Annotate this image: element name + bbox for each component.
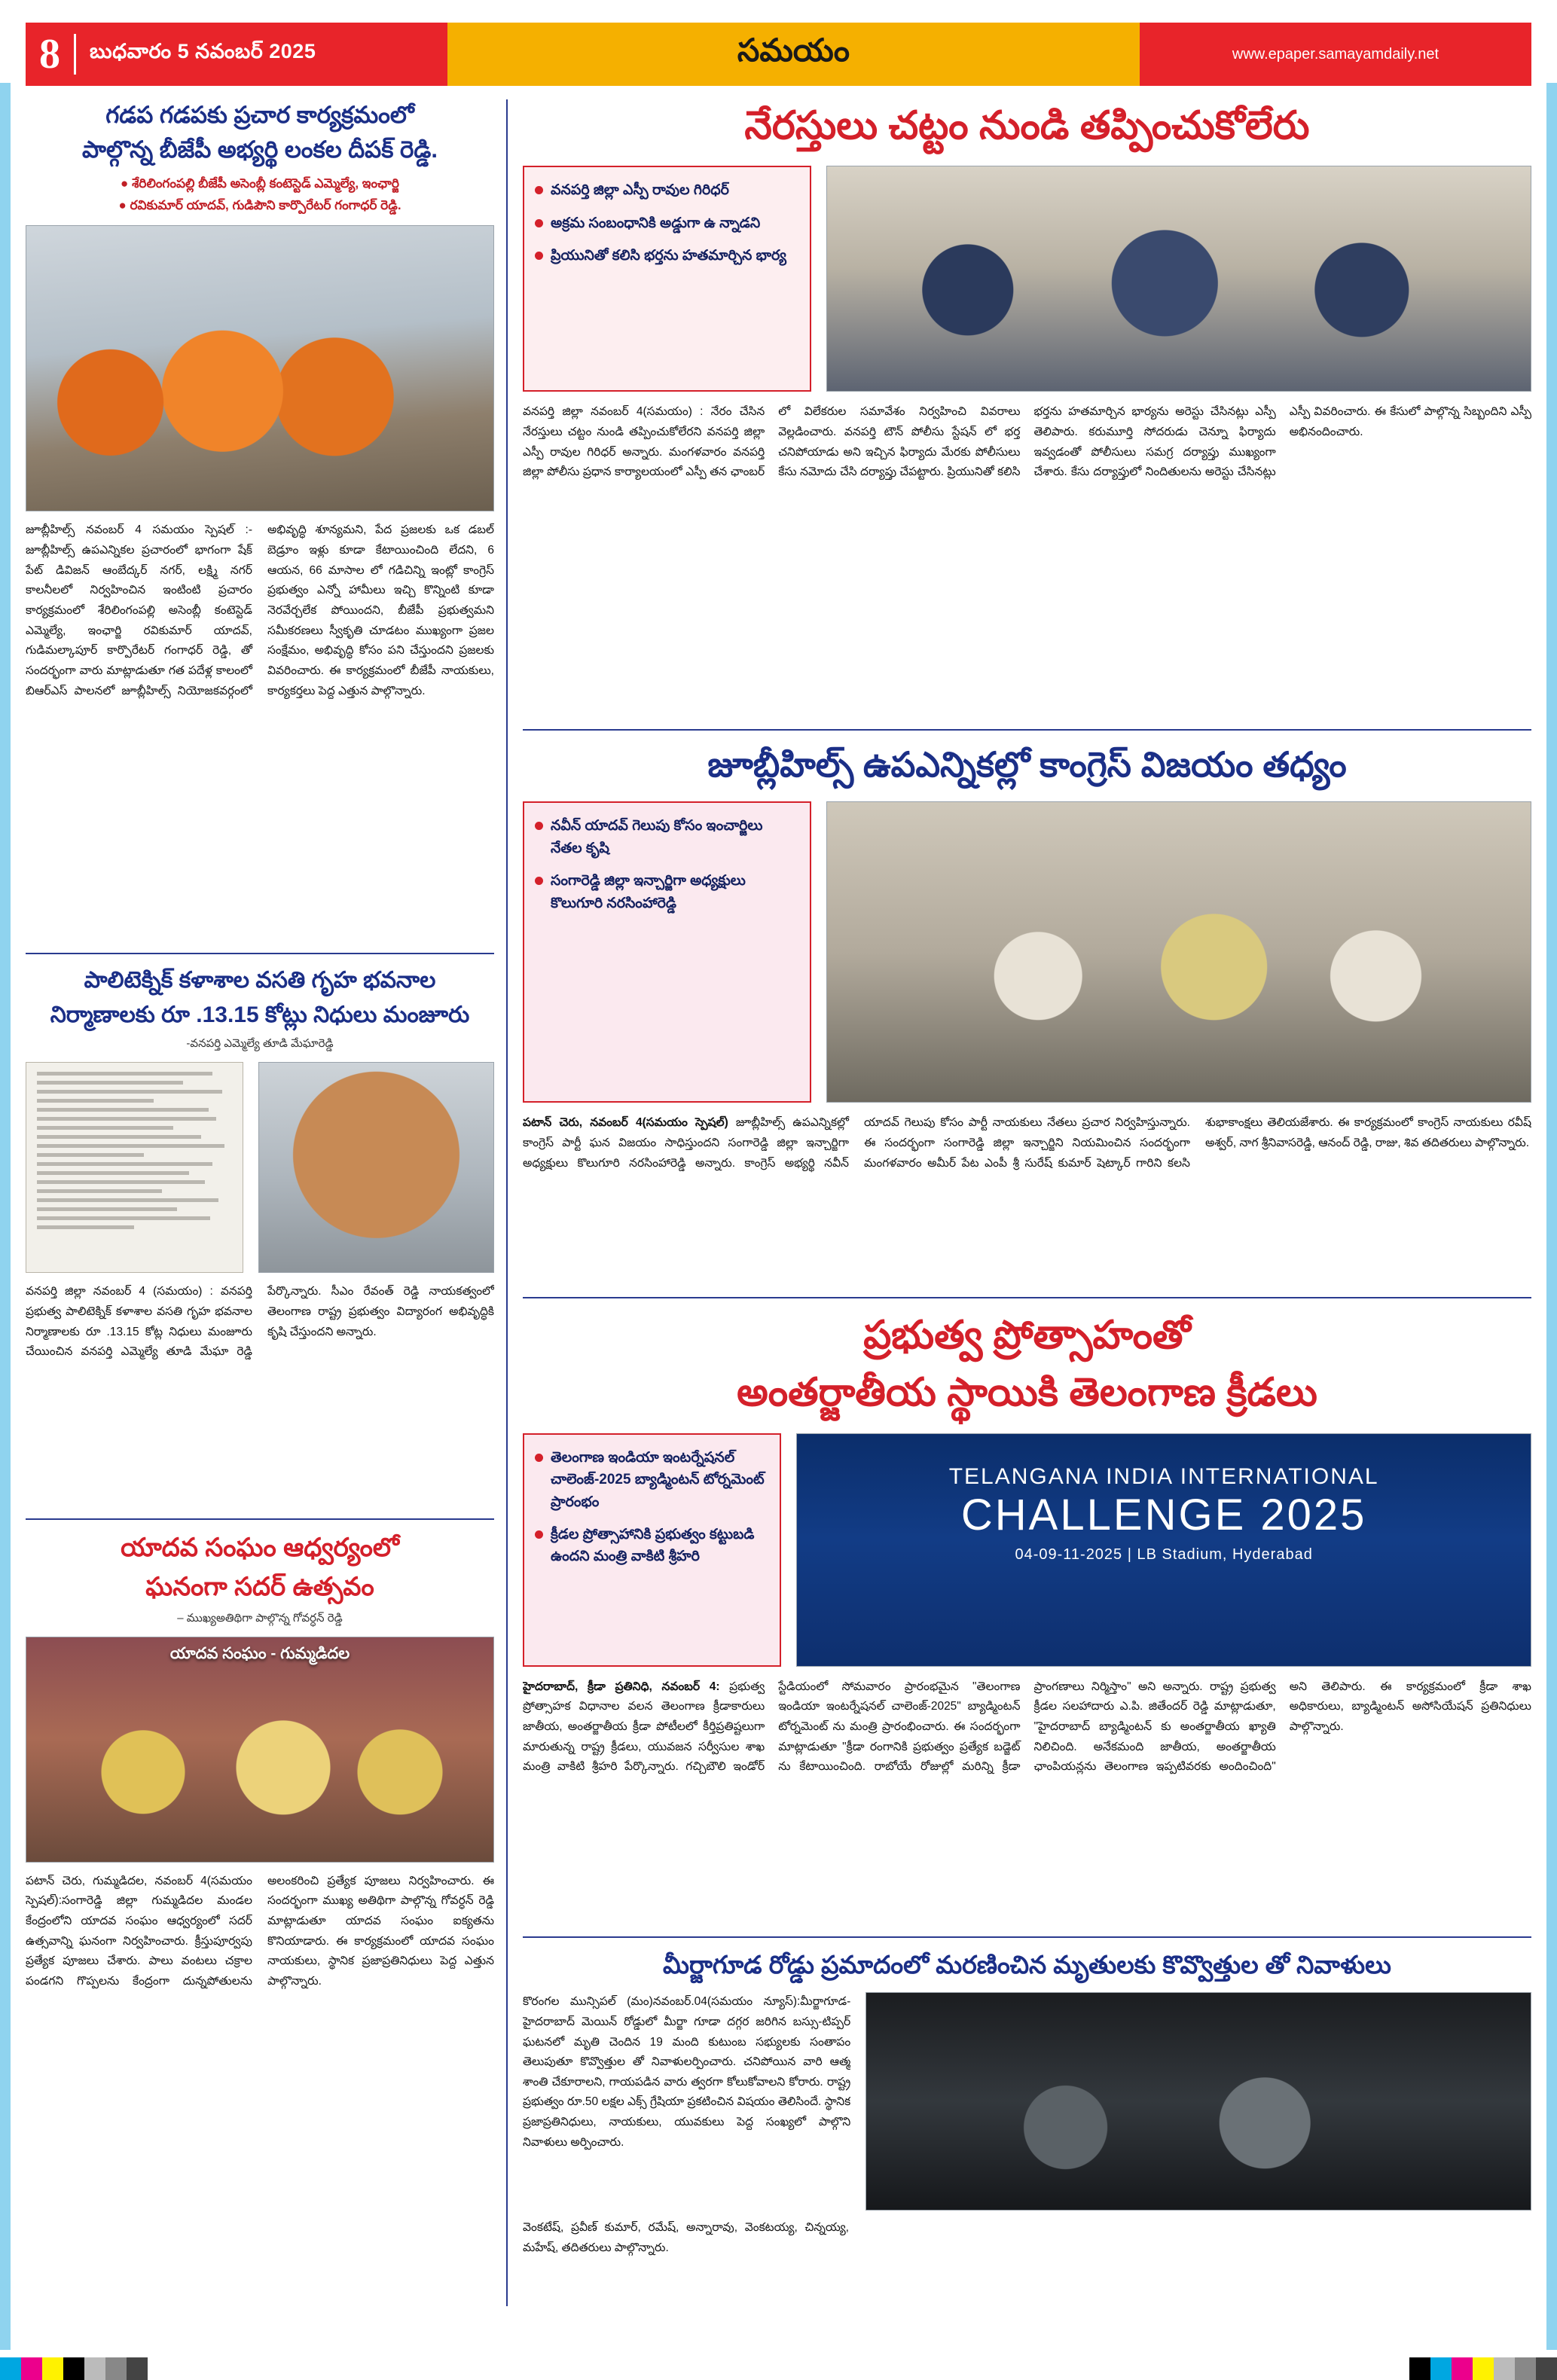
left-column: [26, 99, 508, 2306]
reg-swatch-gray2-2: [1515, 2357, 1536, 2380]
jubilee-bullet-box: [523, 801, 811, 1103]
polytechnic-headline-line2: నిర్మాణాలకు రూ .13.15 కోట్లు నిధులు మంజూరు: [50, 1002, 470, 1028]
bullet-item: [535, 245, 798, 267]
bullet-text: నవీన్ యాదవ్ గెలుపు కోసం ఇంచార్జిలు నేతల కృషి: [551, 818, 763, 856]
bjp-article-body: జూబ్లీహిల్స్ నవంబర్ 4 సమయం స్పెషల్ :- జూబ్లీహిల్స్ ఉపఎన్నికల ప్రచారంలో భాగంగా షేక్ పేట్ డివిజన్ ఆంబేద్కర్ నగర్, లక్ష్మి నగర్ కాలనీలలో నిర్వహించిన ఇంటింటి ప్రచారం కార్యక్రమంలో శేరిలింగంపల్లి అసెంబ్లీ కంటెస్టెడ్ ఎమ్మెల్యే, ఇంఛార్జి రవికుమార్ యాదవ్, గుడిమల్కాపూర్ కార్పొరేటర్ గంగాధర్ రెడ్డి, తో సందర్భంగా వారు మాట్లాడుతూ గత పదేళ్ల కాలంలో బిఆర్ఎస్ పాలనలో జూబ్లీహిల్స్ నియోజకవర్గంలో అభివృద్ధి శూన్యమని, పేద ప్రజలకు ఒక డబల్ బెడ్రూం ఇళ్లు కూడా కేటాయించింది లేదని, 6 ఆయన, 66 మాసాల లో గడిచిన్ని ఇంట్లో కాంగ్రెస్ ప్రభుత్వం ఎన్నో హామీలు ఇచ్చి కొన్నింటి కూడా నెరవేర్చలేక పోయిందని, బీజేపీ ప్రభుత్వమని సమీకరణలు స్వీకృతి చూడటం ముఖ్యంగా ప్రజల సంక్షేమం, అభివృద్ధి కోసం పని చేస్తుందని ప్రజలకు వివరించారు. ఈ కార్యక్రమంలో బీజేపీ నాయకులు, కార్యకర్తలు పెద్ద ఎత్తున పాల్గొన్నారు.: [26, 523, 494, 697]
yadava-banner-text: యాదవ సంఘం - గుమ్మడిదల: [169, 1644, 350, 1662]
masthead-website[interactable]: www.epaper.samayamdaily.net: [1140, 23, 1531, 86]
polytechnic-article-body: వనపర్తి జిల్లా నవంబర్ 4 (సమయం) : వనపర్తి ప్రభుత్వ పాలిటెక్నిక్ కళాశాల వసతి గృహ భవనాల నిర్మాణాలకు రూ .13.15 కోట్ల నిధులు మంజూరు చేయించిన వనపర్తి ఎమ్మెల్యే తూడి మేఘా రెడ్డి పేర్కొన్నారు. సీఎం రేవంత్ రెడ్డి నాయకత్వంలో తెలంగాణ రాష్ట్ర ప్రభుత్వం విద్యారంగ అభివృద్ధికి కృషి చేస్తుందని అన్నారు.: [26, 1285, 494, 1359]
bjp-byline-1: శేరిలింగంపల్లి బీజేపీ అసెంబ్లీ కంటెస్టెడ్ ఎమ్మెల్యే, ఇంఛార్జి: [132, 175, 399, 191]
congress-felicitation-photo: [826, 801, 1531, 1103]
yadava-byline: – ముఖ్యఅతిథిగా పాల్గొన్న గోవర్ధన్ రెడ్డి: [177, 1611, 343, 1625]
reg-swatch-cyan: [0, 2357, 21, 2380]
candle-light-vigil-photo: [866, 1992, 1531, 2211]
bullet-item: [535, 870, 798, 914]
bullet-item: [535, 179, 798, 201]
badminton-banner-line3: 04-09-11-2025 | LB Stadium, Hyderabad: [1015, 1545, 1313, 1563]
publication-title: సమయం: [737, 32, 850, 68]
bullet-dot-icon: [535, 1454, 543, 1462]
masthead: [26, 23, 1531, 86]
yadava-headline-line2: ఘనంగా సదర్ ఉత్సవం: [145, 1573, 374, 1602]
accident-footer-names: వెంకటేష్, ప్రవీణ్ కుమార్, రమేష్, అన్నారావు, వెంకటయ్య, చిన్నయ్య, మహేష్, తదితరులు పాల్గొన్నారు.: [523, 2221, 849, 2254]
bjp-byline-2: రవికుమార్ యాదవ్, గుడిపౌని కార్పొరేటర్ గంగాధర్ రెడ్డి.: [130, 197, 401, 212]
bjp-rally-photo: [26, 225, 494, 511]
reg-group-left: [0, 2357, 148, 2380]
bullet-text: వనపర్తి జిల్లా ఎస్పీ రావుల గిరిధర్: [551, 182, 729, 199]
reg-swatch-gray2: [105, 2357, 127, 2380]
sports-bullet-box: [523, 1433, 781, 1667]
bjp-headline-line1: గడప గడపకు ప్రచార కార్యక్రమంలో: [105, 102, 414, 128]
accident-article-body: కొరంగల మున్సిపల్ (మం)నవంబర్.04(సమయం న్యూస్):మీర్జాగూడ-హైదరాబాద్ మెయిన్ రోడ్డులో మీర్జా గూడా దగ్గర జరిగిన బస్సు-టిప్పర్ ఘటనలో మృతి చెందిన 19 మంది కుటుంబ సభ్యులకు సంతాపం తెలుపుతూ కొవ్వొత్తుల తో నివాళులర్పించారు. చనిపోయిన వారి ఆత్మ శాంతి చేకూరాలని, గాయపడిన వారు త్వరగా కోలుకోవాలని కోరారు. రాష్ట్ర ప్రభుత్వం రూ.50 లక్షల ఎక్స్ గ్రేషియా ప్రకటించిన విషయం తెలిసిందే. స్థానిక ప్రజాప్రతినిధులు, నాయకులు, యువకులు పెద్ద సంఖ్యలో పాల్గొని నివాళులు అర్పించారు.: [523, 1995, 851, 2149]
bullet-text: అక్రమ సంబంధానికి అడ్డుగా ఉ న్నాడని: [551, 215, 761, 231]
bullet-text: తెలంగాణ ఇండియా ఇంటర్నేషనల్ చాలెంజ్-2025 బ్యాడ్మింటన్ టోర్నమెంట్ ప్రారంభం: [551, 1449, 765, 1510]
sports-headline-line2: అంతర్జాతీయ స్థాయికి తెలంగాణ క్రీడలు: [737, 1371, 1317, 1415]
government-order-document: [26, 1062, 243, 1273]
jubilee-article-body: [523, 1113, 1531, 1286]
criminals-article-body: వనపర్తి జిల్లా నవంబర్ 4(సమయం) : నేరం చేసిన నేరస్తులు చట్టం నుండి తప్పించుకోలేరని వనపర్తి జిల్లా ఎస్పీ రావుల గిరిధర్ అన్నారు. మంగళవారం వనపర్తి జిల్లా పోలీసు ప్రధాన కార్యాలయంలో ఎస్పీ తన ఛాంబర్ లో విలేకరుల సమావేశం నిర్వహించి వివరాలు వెల్లడించారు. వనపర్తి టౌన్ పోలీసు స్టేషన్ లో భర్త చనిపోయాడు అని ఇచ్చిన ఫిర్యాదు మేరకు పోలీసులు కేసు నమోదు చేసి దర్యాప్తు చేపట్టారు. ప్రియునితో కలిసి భర్తను హతమార్చిన భార్యను అరెస్టు చేసినట్లు ఎస్పీ తెలిపారు. కరుమూర్తి సోదరుడు చెన్నూ ఫిర్యాదు ఇవ్వడంతో పోలీసులు సమగ్ర దర్యాప్తు ముఖ్యంగా చేశారు. కేసు దర్యాప్తులో నిందితులను అరెస్టు చేసినట్లు ఎస్పీ వివరించారు. ఈ కేసులో పాల్గొన్న సిబ్బందిని ఎస్పీ అభినందించారు.: [523, 405, 1531, 479]
bullet-item: [535, 1524, 768, 1568]
criminals-headline: నేరస్తులు చట్టం నుండి తప్పించుకోలేరు: [744, 104, 1310, 148]
sports-body-text: ప్రభుత్వ ప్రోత్సాహక విధానాల వలన తెలంగాణ క్రీడాకారులు జాతీయ, అంతర్జాతీయ క్రీడా పోటీలలో కీర్తిప్రతిష్టలుగా మారుతున్న రాష్ట్ర క్రీడలు, యువజన సర్వీసుల శాఖ మంత్రి వాకిటి శ్రీహరి పేర్కొన్నారు. గచ్చిబౌలి ఇండోర్ స్టేడియంలో సోమవారం ప్రారంభమైన "తెలంగాణ ఇండియా ఇంటర్నేషనల్ చాలెంజ్-2025" బ్యాడ్మింటన్ టోర్నమెంట్ ను మంత్రి ప్రారంభించారు. ఈ సందర్భంగా మాట్లాడుతూ "క్రీడా రంగానికి ప్రభుత్వం ప్రత్యేక బడ్జెట్ ను కేటాయించింది. రాబోయే రోజుల్లో మరిన్ని క్రీడా ప్రాంగణాలు నిర్మిస్తాం" అని అన్నారు. రాష్ట్ర ప్రభుత్వ క్రీడల సలహాదారు ఎ.పి. జితేందర్ రెడ్డి మాట్లాడుతూ, "హైదరాబాద్ బ్యాడ్మింటన్ కు అంతర్జాతీయ ఖ్యాతి నిలిచింది. అనేకమంది జాతీయ, అంతర్జాతీయ ఛాంపియన్లను తెలంగాణ ఇప్పటివరకు అందించింది" అని తెలిపారు. ఈ కార్యక్రమంలో క్రీడా శాఖ అధికారులు, బ్యాడ్మింటన్ అసోసియేషన్ ప్రతినిధులు పాల్గొన్నారు.: [523, 1680, 1531, 1774]
jubilee-byline: పటాన్ చెరు, నవంబర్ 4(సమయం స్పెషల్): [523, 1116, 728, 1130]
bullet-dot-icon: [535, 1530, 543, 1539]
yadava-headline-line1: యాదవ సంఘం ఆధ్వర్యంలో: [121, 1533, 399, 1563]
reg-swatch-gray3: [127, 2357, 148, 2380]
bullet-dot-icon: [535, 822, 543, 830]
reg-group-right: [1409, 2357, 1557, 2380]
left-edge-frame: [0, 83, 11, 2350]
bullet-text: ప్రియునితో కలిసి భర్తను హతమార్చిన భార్య: [551, 248, 787, 264]
bullet-dot-icon: [535, 186, 543, 194]
accident-headline: మీర్జాగూడ రోడ్డు ప్రమాదంలో మరణించిన మృతులకు కొవ్వొత్తుల తో నివాళులు: [663, 1950, 1391, 1979]
bullet-dot-icon: [535, 877, 543, 885]
masthead-divider: [74, 34, 76, 75]
reg-swatch-gray1-2: [1494, 2357, 1515, 2380]
reg-swatch-gray3-2: [1536, 2357, 1557, 2380]
police-press-conference-photo: [826, 166, 1531, 392]
reg-swatch-magenta: [21, 2357, 42, 2380]
right-edge-frame: [1546, 83, 1557, 2350]
jubilee-headline: జూబ్లీహిల్స్ ఉపఎన్నికల్లో కాంగ్రెస్ విజయం తధ్యం: [707, 745, 1347, 785]
bullet-item: [535, 212, 798, 234]
jubilee-body-text: జూబ్లీహిల్స్ ఉపఎన్నికల్లో కాంగ్రెస్ పార్టీ ఘన విజయం సాధిస్తుందని సంగారెడ్డి జిల్లా ఇన్చార్జిగా అధ్యక్షులు కొలుగూరి నరసింహారెడ్డి అన్నారు. కాంగ్రెస్ అభ్యర్థి నవీన్ యాదవ్ గెలుపు కోసం పార్టీ నాయకులు నేతలు ప్రచార నిర్వహిస్తున్నారు. ఈ సందర్భంగా సంగారెడ్డి జిల్లా ఇన్చార్జిని నియమించిన సందర్భంగా మంగళవారం అమీర్ పేట ఎంపీ శ్రీ సురేష్ కుమార్ షెట్కార్ గారిని కలసి శుభాకాంక్షలు తెలియజేశారు. ఈ కార్యక్రమంలో కాంగ్రెస్ నాయకులు రవీష్ అశ్వర్, నాగ శ్రీనివాసరెడ్డి, ఆనంద్ రెడ్డి, రాజు, శివ తదితరులు పాల్గొన్నారు.: [523, 1116, 1531, 1170]
reg-swatch-black-2: [1409, 2357, 1430, 2380]
criminals-bullet-box: [523, 166, 811, 392]
sports-headline-line1: ప్రభుత్వ ప్రోత్సాహంతో: [863, 1314, 1191, 1358]
bullet-dot-icon: [535, 252, 543, 260]
right-column: [508, 99, 1531, 2306]
badminton-banner-line1: TELANGANA INDIA INTERNATIONAL: [948, 1463, 1379, 1489]
masthead-left: [26, 23, 447, 86]
reg-swatch-black: [63, 2357, 84, 2380]
bullet-item: [535, 815, 798, 859]
publication-date: బుధవారం 5 నవంబర్ 2025: [90, 40, 316, 63]
page-number: 8: [39, 31, 60, 78]
masthead-center: [447, 23, 1140, 86]
polytechnic-byline: -వనపర్తి ఎమ్మెల్యే తూడి మేఘారెడ్డి: [186, 1037, 334, 1051]
bullet-dot-icon: [535, 219, 543, 227]
sports-article-body: [523, 1677, 1531, 1926]
polytechnic-headline-line1: పాలిటెక్నిక్ కళాశాల వసతి గృహ భవనాల: [84, 968, 436, 993]
reg-swatch-yellow-2: [1473, 2357, 1494, 2380]
bjp-headline-line2: పాల్గొన్న బీజేపీ అభ్యర్థి లంకల దీపక్ రెడ్డి.: [82, 136, 438, 163]
mla-portrait-photo: [258, 1062, 494, 1273]
bullet-item: [535, 1447, 768, 1513]
bullet-text: క్రీడల ప్రోత్సాహానికి ప్రభుత్వం కట్టుబడి ఉందని మంత్రి వాకిటి శ్రీహరి: [551, 1526, 755, 1565]
page-content: [26, 99, 1531, 2306]
bjp-byline: ● శేరిలింగంపల్లి బీజేపీ అసెంబ్లీ కంటెస్టెడ్ ఎమ్మెల్యే, ఇంఛార్జి ● రవికుమార్ యాదవ్, గుడిపౌని కార్పొరేటర్ గంగాధర్ రెడ్డి.: [118, 175, 401, 212]
bullet-text: సంగారెడ్డి జిల్లా ఇన్చార్జిగా అధ్యక్షులు కొలుగూరి నరసింహారెడ్డి: [551, 873, 746, 911]
reg-swatch-cyan-2: [1430, 2357, 1452, 2380]
yadava-sadar-festival-photo: [26, 1637, 494, 1863]
badminton-tournament-photo: [796, 1433, 1531, 1667]
reg-swatch-yellow: [42, 2357, 63, 2380]
sports-byline: హైదరాబాద్, క్రీడా ప్రతినిధి, నవంబర్ 4:: [523, 1680, 720, 1693]
reg-swatch-magenta-2: [1452, 2357, 1473, 2380]
yadava-article-body: పటాన్ చెరు, గుమ్మడిదల, నవంబర్ 4(సమయం స్పెషల్):సంగారెడ్డి జిల్లా గుమ్మడిదల మండల కేంద్రంలోని యాదవ సంఘం ఆధ్వర్యంలో సదర్ ఉత్సవాన్ని ఘనంగా నిర్వహించారు. క్రీస్తుపూర్వపు ప్రత్యేక పూజలు చేశారు. పాలు వంటలు చక్రాల పండగని గొప్పలను కేంద్రంగా దున్నపోతులను అలంకరించి ప్రత్యేక పూజలు నిర్వహించారు. ఈ సందర్భంగా ముఖ్య అతిథిగా పాల్గొన్న గోవర్ధన్ రెడ్డి మాట్లాడుతూ యాదవ సంఘం ఐక్యతను కొనియాడారు. ఈ కార్యక్రమంలో యాదవ సంఘం నాయకులు, స్థానిక ప్రజాప్రతినిధులు పెద్ద ఎత్తున పాల్గొన్నారు.: [26, 1874, 494, 1988]
color-registration-bar: [0, 2357, 1557, 2380]
badminton-banner-line2: CHALLENGE 2025: [960, 1490, 1367, 1539]
reg-swatch-gray1: [84, 2357, 105, 2380]
